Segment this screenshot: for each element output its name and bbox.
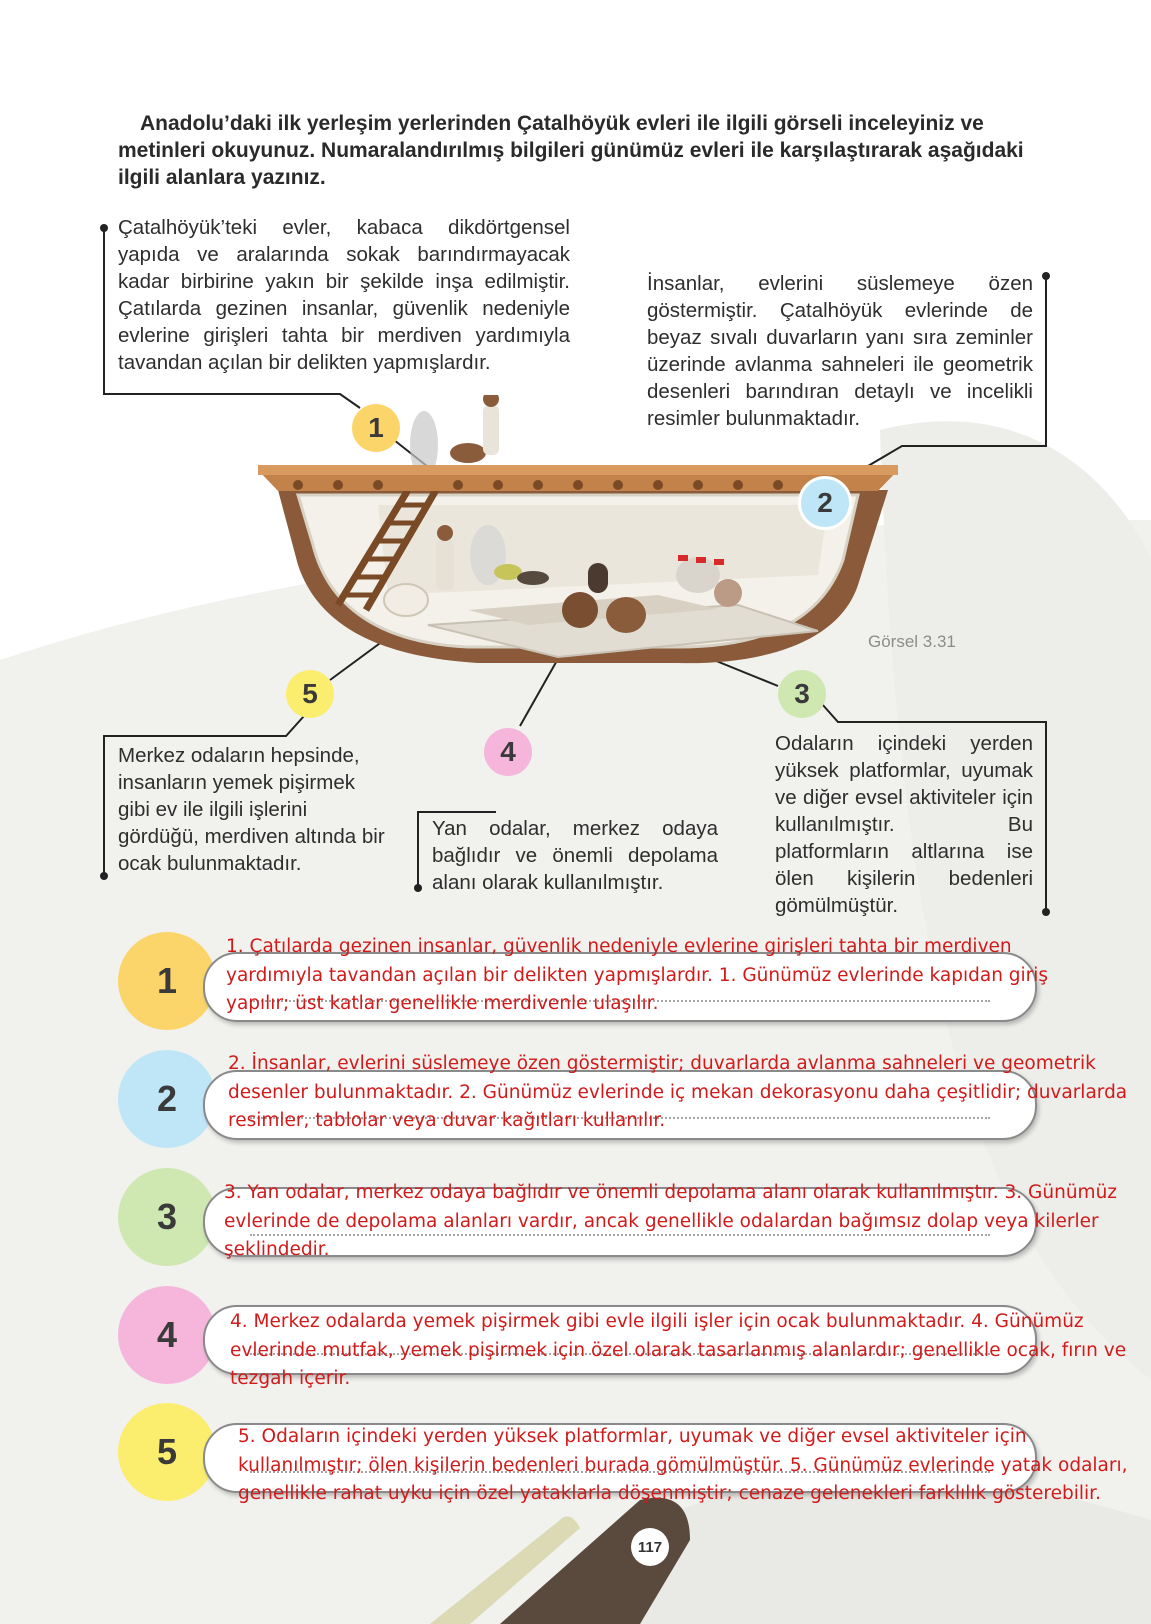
info-text-1: Çatalhöyük’teki evler, kabaca dikdörtgensel yapıda ve aralarında sokak barındırmayacak kadar birbirine yakın bir şekilde inşa edilmiştir. Çatılarda gezinen insanlar, güvenlik nedeniyle evlerine girişleri tahta bir merdiven yardımıyla tavandan açılan bir delikten yapmışlardır. [118,216,570,374]
callout-number-1: 1 [352,404,400,452]
info-text-2: İnsanlar, evlerini süslemeye özen göstermiştir. Çatalhöyük evlerinde de beyaz sıvalı duvarların yanı sıra zeminler üzerinde avlanma sahneleri ile geometrik desenleri barındıran detaylı ve incelikli resimler bulunmaktadır. [647,272,1033,430]
callout-number-5: 5 [286,670,334,718]
answer-number-4: 4 [118,1286,216,1384]
answer-number-2: 2 [118,1050,216,1148]
answer-text-4: 4. Merkez odalarda yemek pişirmek gibi evle ilgili işler için ocak bulunmaktadır. 4. Günümüz evlerinde mutfak, yemek pişirmek için özel olarak tasarlanmış alanlardır; genellikle ocak, fırın ve tezgah içerir. [230,1311,1127,1389]
answer-number-5: 5 [118,1403,216,1501]
answer-text-3: 3. Yan odalar, merkez odaya bağlıdır ve önemli depolama alanı olarak kullanılmıştır. 3. Günümüz evlerinde de depolama alanları vardır, ancak genellikle odalardan bağımsız dolap veya kilerler şeklindedir. [224,1182,1118,1260]
callout-number-3: 3 [778,670,826,718]
answer-text-5: 5. Odaların içindeki yerden yüksek platformlar, uyumak ve diğer evsel aktiviteler için kullanılmıştır; ölen kişilerin bedenleri burada gömülmüştür. 5. Günümüz evlerinde yatak odaları, genellikle rahat uyku için özel yataklarla döşenmiştir; cenaze gelenekleri farklılık gösterebilir. [238,1426,1128,1504]
answer-number-3: 3 [118,1168,216,1266]
answer-text-2: 2. İnsanlar, evlerini süslemeye özen göstermiştir; duvarlarda avlanma sahneleri ve geometrik desenler bulunmaktadır. 2. Günümüz evlerinde iç mekan dekorasyonu daha çeşitlidir; duvarlarda resimler, tablolar veya duvar kağıtları kullanılır. [228,1053,1128,1131]
info-text-5: Merkez odaların hepsinde, insanların yemek pişirmek gibi ev ile ilgili işlerini gördüğü, merdiven altında bir ocak bulunmaktadır. [118,744,385,875]
info-text-3: Odaların içindeki yerden yüksek platformlar, uyumak ve diğer evsel aktiviteler için kullanılmıştır. Bu platformların altlarına ise ölen kişilerin bedenleri gömülmüştür. [775,732,1033,917]
info-text-4: Yan odalar, merkez odaya bağlıdır ve önemli depolama alanı olarak kullanılmıştır. [432,817,718,894]
answer-text-1: 1. Çatılarda gezinen insanlar, güvenlik nedeniyle evlerine girişleri tahta bir merdiven yardımıyla tavandan açılan bir delikten yapmışlardır. 1. Günümüz evlerinde kapıdan giriş yapılır; üst katlar genellikle merdivenle ulaşılır. [226,936,1049,1014]
image-caption: Görsel 3.31 [868,632,956,651]
instructions-text: Anadolu’daki ilk yerleşim yerlerinden Çatalhöyük evleri ile ilgili görseli inceleyiniz ve metinleri okuyunuz. Numaralandırılmış bilgileri günümüz evleri ile karşılaştırarak aşağıdaki ilgili alanlara yazınız. [118,112,1024,189]
answer-number-1: 1 [118,932,216,1030]
page-number: 117 [631,1528,669,1566]
callout-number-2: 2 [798,476,852,530]
callout-number-4: 4 [484,728,532,776]
